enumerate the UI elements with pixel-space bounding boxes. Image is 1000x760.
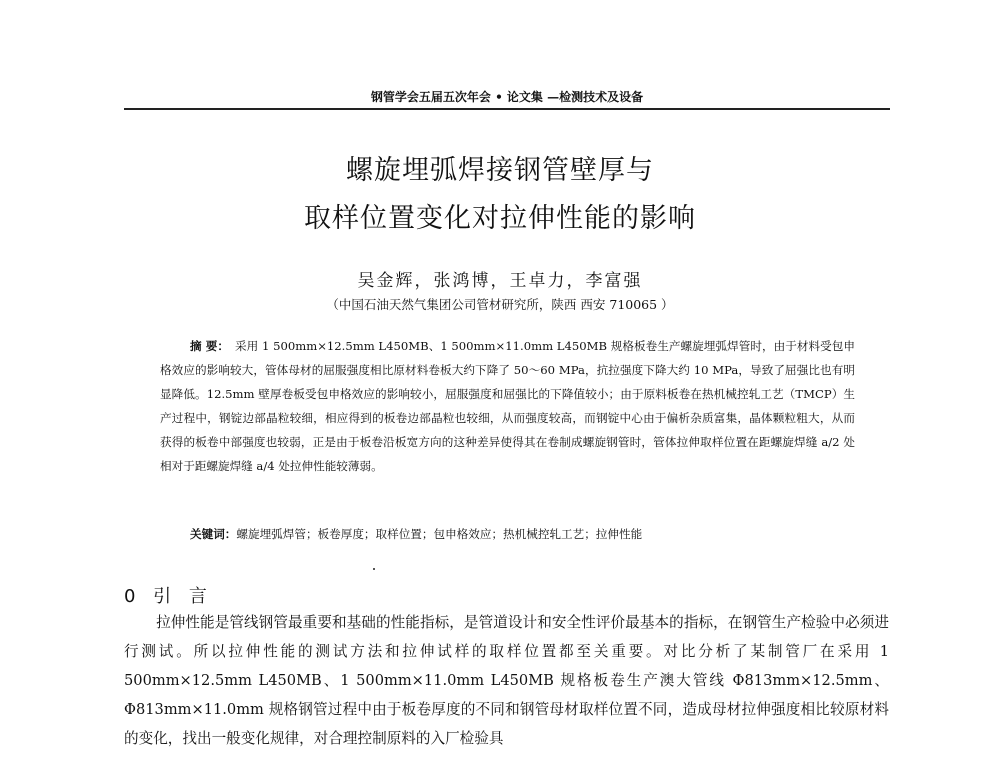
body-paragraph: 拉伸性能是管线钢管最重要和基础的性能指标，是管道设计和安全性评价最基本的指标，在钢管生产检验中必须进行测试。所以拉伸性能的测试方法和拉伸试样的取样位置都至关重要。对比分析了某制管厂在采用 1 500mm×12.5mm L450MB、1 500mm×11.0mm L450MB 规格板卷生产澳大管线 Φ813mm×12.5mm、Φ813mm×11.0mm 规格钢管过程中由于板卷厚度的不同和钢管母材取样位置不同，造成母材拉伸强度相比较原材料的变化，找出一般变化规律，对合理控制原料的入厂检验具 [124,614,889,747]
author-list: 吴金辉，张鸿博，王卓力，李富强 [357,271,643,291]
section-heading: 0 引 言 [124,586,213,607]
body-text [124,608,889,753]
keywords-text: 螺旋埋弧焊管；板卷厚度；取样位置；包申格效应；热机械控轧工艺；拉伸性能 [236,527,643,541]
keywords [190,526,850,542]
abstract [160,334,855,478]
running-header: 钢管学会五届五次年会 • 论文集 —检测技术及设备 [124,86,890,110]
paper-title-line-2: 取样位置变化对拉伸性能的影响 [304,203,696,234]
keywords-label: 关键词： [190,527,237,541]
affiliation: （中国石油天然气集团公司管材研究所，陕西 西安 710065 ） [326,297,674,312]
abstract-label: 摘 要： [190,339,229,353]
abstract-text: 采用 1 500mm×12.5mm L450MB、1 500mm×11.0mm L450MB 规格板卷生产螺旋埋弧焊管时，由于材料受包申格效应的影响较大，管体母材的屈服强度相比原材料卷板大约下降了 50～60 MPa，抗拉强度下降大约 10 MPa，导致了屈强比也有明显降低。12.5mm 壁厚卷板受包申格效应的影响较小，屈服强度和屈强比的下降值较小；由于原料板卷在热机械控轧工艺（TMCP）生产过程中，钢锭边部晶粒较细，相应得到的板卷边部晶粒也较细，从而强度较高，而钢锭中心由于偏析杂质富集，晶体颗粒粗大，从而获得的板卷中部强度也较弱，正是由于板卷沿板宽方向的这种差异使得其在卷制成螺旋钢管时，管体拉伸取样位置在距螺旋焊缝 a/2 处相对于距螺旋焊缝 a/4 处拉伸性能较薄弱。 [160,339,855,473]
paper-title-line-1: 螺旋埋弧焊接钢管壁厚与 [346,155,654,186]
stray-mark [373,568,375,570]
